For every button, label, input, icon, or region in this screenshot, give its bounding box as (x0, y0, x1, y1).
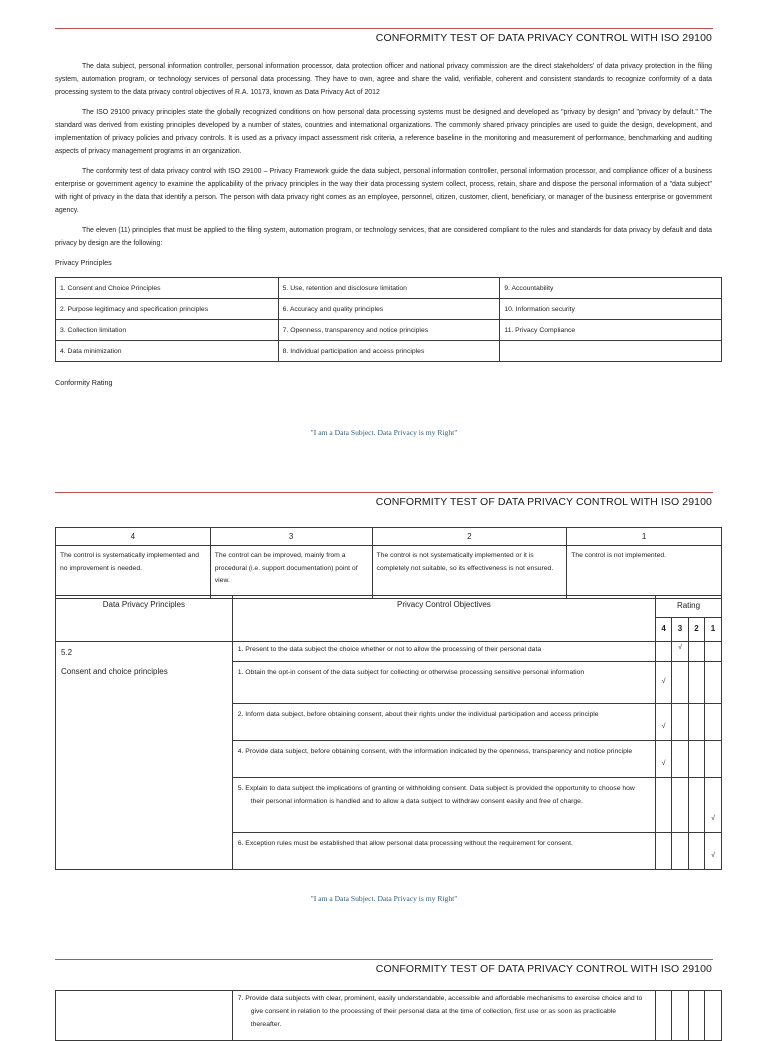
table-row (56, 299, 722, 320)
objective-cell (232, 991, 655, 1041)
objective-text: 7. Provide data subjects with clear, prominent, easily understandable, accessible and affordable mechanisms to exercise choice and to give consent in relation to the processing of their personal data at the time of collection, first use or as soon as practicable thereafter. (237, 995, 643, 1028)
col-header-principles: Data Privacy Principles (56, 596, 233, 642)
rating-col-3: 3 (672, 618, 689, 642)
objective-cell (232, 661, 655, 703)
objective-text: 1. Present to the data subject the choice whether or not to allow the processing of their personal data (237, 646, 542, 653)
rating-check-cell[interactable] (672, 777, 689, 832)
rating-check-cell[interactable] (689, 703, 705, 740)
rating-check-cell[interactable] (656, 832, 672, 869)
rating-description-1: The control is not implemented. (567, 546, 722, 599)
rating-description-4: The control is systematically implemented and no improvement is needed. (56, 546, 211, 599)
objective-text: 6. Exception rules must be established that allow personal data processing without the requirement for consent. (237, 839, 573, 847)
objective-cell (232, 703, 655, 740)
table-row (56, 642, 722, 662)
header-rule (55, 959, 713, 960)
privacy-principles-label: Privacy Principles (55, 258, 112, 267)
rating-header-1: 1 (567, 528, 722, 546)
rating-check-cell[interactable] (672, 661, 689, 703)
intro-paragraph-1: The data subject, personal information controller, personal information processor, data protection officer and national privacy commission are the direct stakeholders' of data privacy protection in the filing system, automation program, or technology services of personal data processing. They have to own, agree and share the valid, verifiable, coherent and consistent standards to recognize conformity of a data processing system to the data privacy control objectives of R.A. 10173, known as Data Privacy Act of 2012 (55, 63, 712, 96)
principle-cell (56, 991, 233, 1041)
rating-check-cell[interactable] (656, 703, 672, 740)
table-cell: 7. Openness, transparency and notice principles (278, 320, 500, 341)
table-cell: 4. Data minimization (56, 341, 279, 362)
continued-objectives-table (55, 990, 722, 1041)
col-header-objectives: Privacy Control Objectives (232, 596, 655, 642)
rating-check-cell[interactable] (704, 832, 721, 869)
rating-check-cell[interactable] (705, 991, 722, 1041)
privacy-principles-table (55, 277, 722, 362)
table-cell: 3. Collection limitation (56, 320, 279, 341)
rating-check-cell[interactable] (689, 661, 705, 703)
page-header-title: CONFORMITY TEST OF DATA PRIVACY CONTROL WITH ISO 29100 (375, 963, 712, 975)
control-objectives-table (55, 595, 722, 870)
rating-check-cell[interactable] (656, 740, 672, 777)
rating-check-cell[interactable] (689, 642, 705, 662)
header-rule (55, 28, 713, 29)
check-mark: √ (661, 760, 666, 767)
col-header-rating: Rating (656, 596, 722, 618)
rating-description-3: The control can be improved, mainly from a procedural (i.e. support documentation) point of view. (210, 546, 372, 599)
table-row (56, 546, 722, 599)
page-header-title: CONFORMITY TEST OF DATA PRIVACY CONTROL WITH ISO 29100 (375, 32, 712, 44)
rating-header-2: 2 (372, 528, 567, 546)
rating-col-4: 4 (656, 618, 672, 642)
table-cell: 6. Accuracy and quality principles (278, 299, 500, 320)
objective-text: 4. Provide data subject, before obtaining consent, with the information indicated by the openness, transparency and notice principle (237, 747, 633, 755)
footer-quote: "I am a Data Subject. Data Privacy is my Right" (310, 428, 458, 437)
table-row (56, 341, 722, 362)
footer-quote: "I am a Data Subject. Data Privacy is my Right" (310, 894, 458, 903)
table-cell: 1. Consent and Choice Principles (56, 278, 279, 299)
table-cell: 10. Information security (500, 299, 722, 320)
objective-text: 2. Inform data subject, before obtaining consent, about their rights under the individual participation and access principle (237, 710, 599, 718)
principle-number: 5.2 (61, 648, 73, 657)
table-row (56, 278, 722, 299)
check-mark: √ (711, 852, 715, 859)
rating-check-cell[interactable] (689, 740, 705, 777)
continued-table-clip (0, 990, 768, 1028)
table-row (56, 596, 722, 618)
rating-check-cell[interactable] (672, 642, 689, 662)
table-cell: 11. Privacy Compliance (500, 320, 722, 341)
rating-check-cell[interactable] (672, 991, 689, 1041)
check-mark: √ (661, 723, 666, 730)
table-row (56, 991, 722, 1041)
objective-text: 1. Obtain the opt-in consent of the data subject for collecting or otherwise processing sensitive personal information (237, 668, 585, 676)
rating-description-2: The control is not systematically implemented or it is completely not suitable, so its effectiveness is not ensured. (372, 546, 567, 599)
rating-check-cell[interactable] (656, 642, 672, 662)
objective-cell (232, 832, 655, 869)
page-header-title: CONFORMITY TEST OF DATA PRIVACY CONTROL WITH ISO 29100 (375, 496, 712, 508)
rating-check-cell[interactable] (656, 661, 672, 703)
header-rule (55, 492, 713, 493)
check-mark: √ (711, 815, 715, 822)
objective-cell (232, 777, 655, 832)
table-cell: 8. Individual participation and access principles (278, 341, 500, 362)
rating-check-cell[interactable] (704, 703, 721, 740)
objective-cell (232, 740, 655, 777)
rating-check-cell[interactable] (704, 740, 721, 777)
rating-check-cell[interactable] (672, 703, 689, 740)
check-mark: √ (661, 677, 666, 685)
table-cell: 5. Use, retention and disclosure limitation (278, 278, 500, 299)
rating-col-1: 1 (704, 618, 721, 642)
intro-paragraph-2: The ISO 29100 privacy principles state the globally recognized conditions on how personal data processing systems must be designed and developed as "privacy by design" and "privacy by default." The standard was derived from existing principles developed by a number of states, countries and international organizations. The commonly shared privacy principles are used to guide the design, development, and implementation of privacy policies and privacy controls. It is used as a privacy impact assessment risk criteria, a reference baseline in the monitoring and measurement of performance, benchmarking and auditing aspects of privacy management programs in an organization. (55, 109, 712, 155)
rating-check-cell[interactable] (704, 661, 721, 703)
rating-check-cell[interactable] (689, 832, 705, 869)
objective-text: 5. Explain to data subject the implications of granting or withholding consent. Data subject is provided the opportunity to choose how their personal information is handled and to allow a data subject to withdraw consent easily and free of charge. (237, 784, 635, 805)
table-cell (500, 341, 722, 362)
rating-check-cell[interactable] (689, 991, 705, 1041)
intro-paragraph-3: The conformity test of data privacy control with ISO 29100 – Privacy Framework guide the data subject, personal information controller, personal information processor, and compliance officer of a business enterprise or government agency to examine the applicability of the privacy principles in the way their data processing system collect, process, retain, share and dispose the personal information of a "data subject" with right of privacy in the data that identify a person. The person with data privacy right comes as an employee, personnel, citizen, customer, client, beneficiary, or manager of the business enterprise or government agency. (55, 168, 712, 214)
intro-paragraph-4: The eleven (11) principles that must be applied to the filing system, automation program, or technology services, that are considered compliant to the rules and standards for data privacy by default and data privacy by design are the following: (55, 227, 712, 247)
rating-header-4: 4 (56, 528, 211, 546)
principle-cell (56, 642, 233, 870)
rating-check-cell[interactable] (704, 642, 721, 662)
table-cell: 9. Accountability (500, 278, 722, 299)
rating-scale-table (55, 527, 722, 599)
check-mark: √ (678, 644, 682, 651)
table-row (56, 320, 722, 341)
rating-check-cell[interactable] (672, 740, 689, 777)
rating-check-cell[interactable] (704, 777, 721, 832)
rating-check-cell[interactable] (656, 777, 672, 832)
table-row (56, 528, 722, 546)
table-cell: 2. Purpose legitimacy and specification principles (56, 299, 279, 320)
principle-name: Consent and choice principles (61, 666, 168, 676)
rating-check-cell[interactable] (656, 991, 672, 1041)
objective-cell (232, 642, 655, 662)
rating-check-cell[interactable] (689, 777, 705, 832)
rating-header-3: 3 (210, 528, 372, 546)
rating-col-2: 2 (689, 618, 705, 642)
rating-check-cell[interactable] (672, 832, 689, 869)
conformity-rating-label: Conformity Rating (55, 378, 113, 387)
